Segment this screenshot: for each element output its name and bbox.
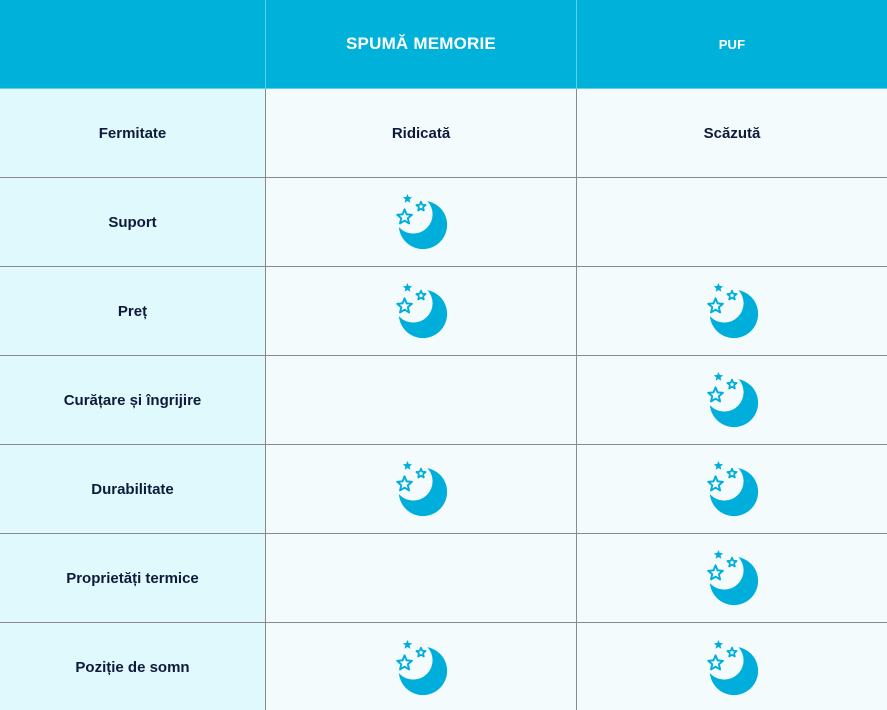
moon-stars-icon [703,639,761,697]
cell-thermal-memory-foam [266,534,577,623]
row-label: Poziție de somn [75,659,190,676]
row-label-cleaning-care [0,356,266,445]
cell-thermal-down [577,534,887,623]
header-col-memory-foam [266,0,577,89]
moon-stars-icon [392,639,450,697]
row-label: Durabilitate [91,480,174,498]
cell-durability-memory-foam [266,445,577,534]
cell-value: Scăzută [703,124,761,142]
row-label-support [0,178,266,267]
cell-sleep-position-down [577,623,887,710]
moon-stars-icon [392,282,450,340]
cell-firmness-memory-foam [266,89,577,178]
row-label-durability [0,445,266,534]
cell-value: Ridicată [391,124,451,142]
cell-price-down [577,267,887,356]
moon-stars-icon [703,371,761,429]
cell-durability-down [577,445,887,534]
row-label: Proprietăți termice [66,569,199,587]
cell-sleep-position-memory-foam [266,623,577,710]
moon-stars-icon [392,193,450,251]
cell-firmness-down [577,89,887,178]
cell-cleaning-memory-foam [266,356,577,445]
header-down-label: PUF [718,36,746,52]
moon-stars-icon [703,282,761,340]
header-corner [0,0,266,89]
header-memory-foam-label: SPUMĂ MEMORIE [346,34,496,53]
cell-support-down [577,178,887,267]
row-label: Preț [117,302,148,320]
row-label-price [0,267,266,356]
cell-cleaning-down [577,356,887,445]
row-label-thermal [0,534,266,623]
row-label: Curățare și îngrijire [63,391,202,409]
cell-support-memory-foam [266,178,577,267]
moon-stars-icon [703,460,761,518]
moon-stars-icon [703,549,761,607]
row-label: Suport [108,213,157,231]
row-label: Fermitate [98,124,167,142]
row-label-firmness [0,89,266,178]
moon-stars-icon [392,460,450,518]
header-col-down [577,0,887,89]
cell-price-memory-foam [266,267,577,356]
row-label-sleep-position [0,623,266,710]
